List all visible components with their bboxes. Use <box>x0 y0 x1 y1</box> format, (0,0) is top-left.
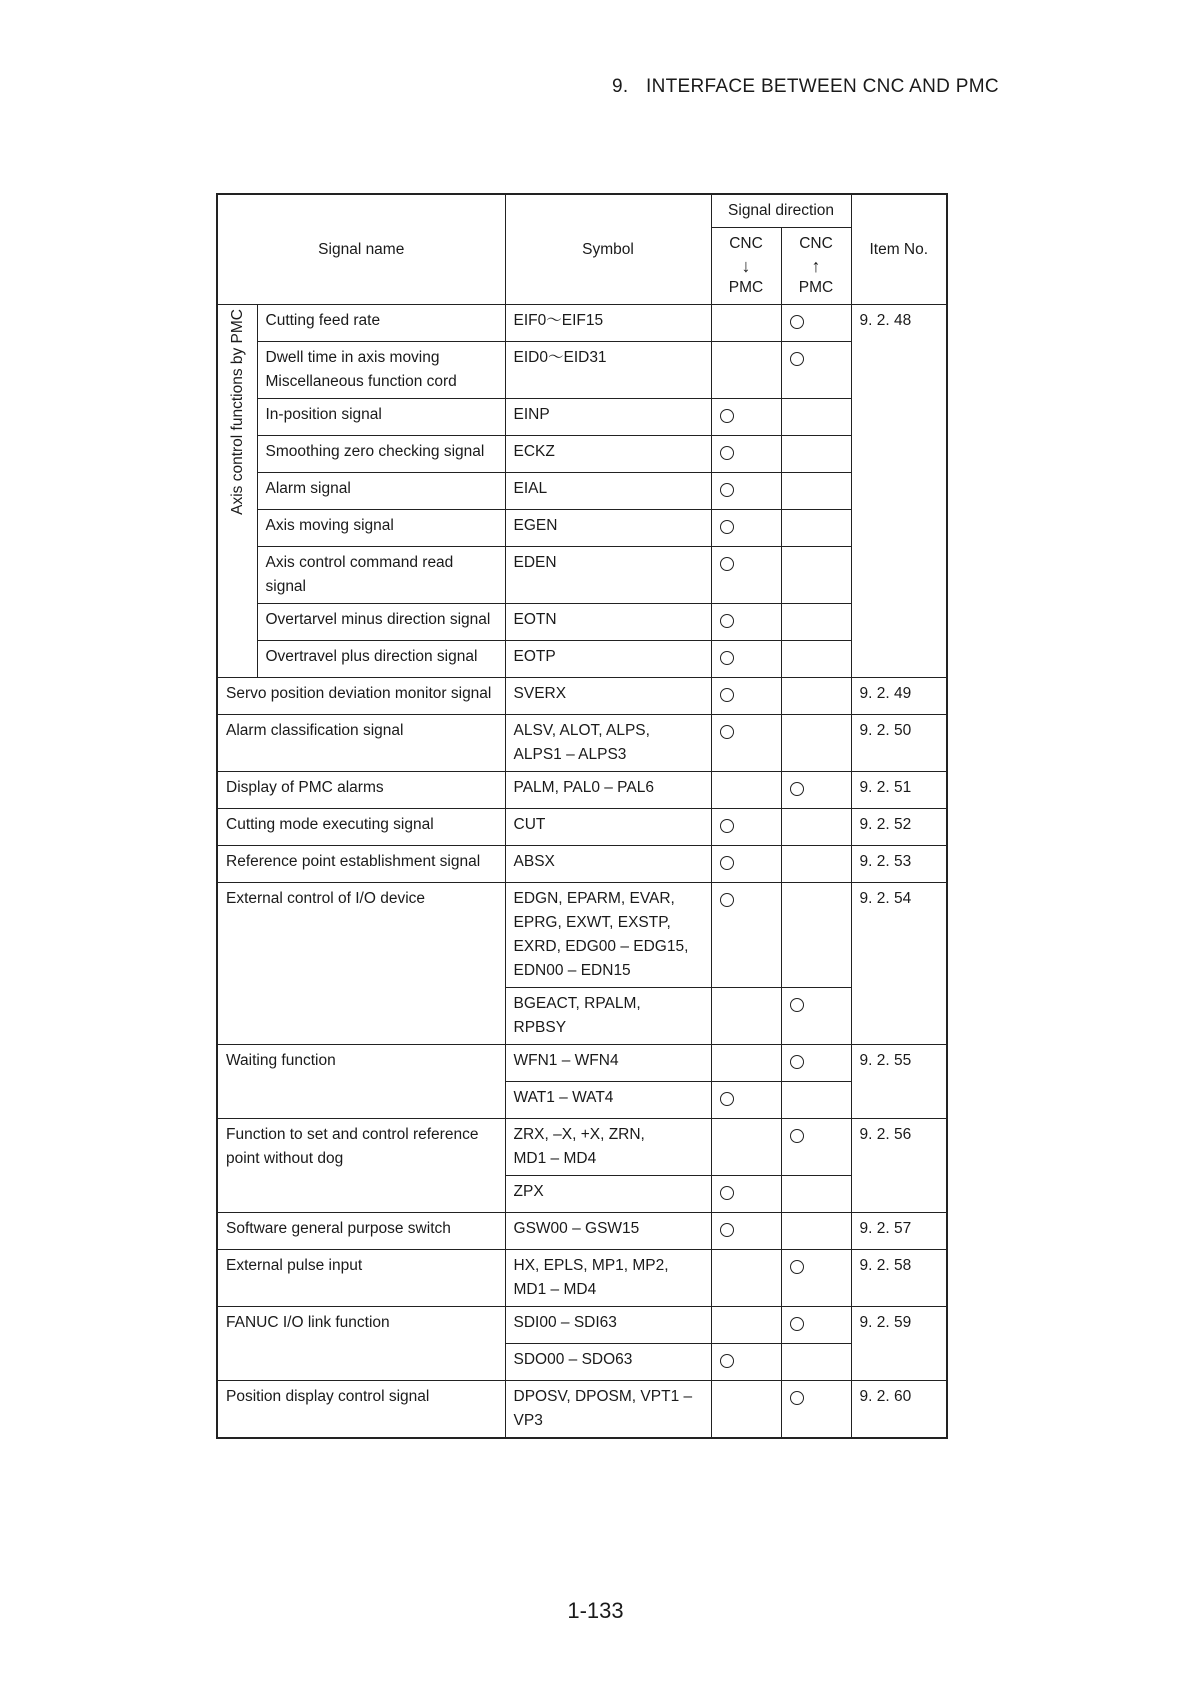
dir-bottom-label: PMC <box>728 279 764 296</box>
dir-bottom-label: PMC <box>798 279 834 296</box>
table-row <box>217 1213 947 1250</box>
pmc-to-cnc-cell <box>781 1045 851 1082</box>
pmc-to-cnc-cell <box>781 510 851 547</box>
cnc-to-pmc-cell <box>711 399 781 436</box>
pmc-to-cnc-cell <box>781 1176 851 1213</box>
signal-name: Reference point establishment signal <box>217 846 505 883</box>
table-row <box>217 1307 947 1344</box>
table-row <box>217 547 947 604</box>
table-row <box>217 772 947 809</box>
pmc-to-cnc-cell <box>781 883 851 988</box>
circle-mark-icon <box>720 1223 734 1237</box>
circle-mark-icon <box>720 819 734 833</box>
table-row <box>217 641 947 678</box>
cnc-to-pmc-cell <box>711 641 781 678</box>
table-row <box>217 809 947 846</box>
item-number: 9. 2. 56 <box>851 1119 947 1213</box>
circle-mark-icon <box>720 483 734 497</box>
item-number: 9. 2. 48 <box>851 305 947 678</box>
pmc-to-cnc-cell <box>781 678 851 715</box>
signal-symbol: GSW00 – GSW15 <box>505 1213 711 1250</box>
cnc-to-pmc-cell <box>711 1176 781 1213</box>
circle-mark-icon <box>720 688 734 702</box>
circle-mark-icon <box>790 1260 804 1274</box>
circle-mark-icon <box>790 1391 804 1405</box>
pmc-to-cnc-cell <box>781 473 851 510</box>
item-number: 9. 2. 54 <box>851 883 947 1045</box>
circle-mark-icon <box>720 725 734 739</box>
pmc-to-cnc-cell <box>781 641 851 678</box>
cnc-to-pmc-cell <box>711 473 781 510</box>
circle-mark-icon <box>790 1317 804 1331</box>
header-signal-direction: Signal direction <box>711 194 851 228</box>
signal-symbol: ECKZ <box>505 436 711 473</box>
circle-mark-icon <box>720 856 734 870</box>
signal-symbol: ZRX, –X, +X, ZRN, MD1 – MD4 <box>505 1119 711 1176</box>
cnc-to-pmc-cell <box>711 715 781 772</box>
signal-symbol: CUT <box>505 809 711 846</box>
cnc-to-pmc-cell <box>711 809 781 846</box>
table-row <box>217 846 947 883</box>
table-row <box>217 305 947 342</box>
signal-symbol: BGEACT, RPALM, RPBSY <box>505 988 711 1045</box>
circle-mark-icon <box>720 520 734 534</box>
circle-mark-icon <box>790 782 804 796</box>
table-row <box>217 342 947 399</box>
table-row <box>217 715 947 772</box>
cnc-to-pmc-cell <box>711 1045 781 1082</box>
group-label: Axis control functions by PMC <box>229 309 246 515</box>
signal-symbol: EID0～EID31 <box>505 342 711 399</box>
cnc-to-pmc-cell <box>711 547 781 604</box>
signal-name: Alarm classification signal <box>217 715 505 772</box>
item-number: 9. 2. 53 <box>851 846 947 883</box>
signal-table <box>216 193 948 1439</box>
pmc-to-cnc-cell <box>781 305 851 342</box>
circle-mark-icon <box>720 557 734 571</box>
item-number: 9. 2. 57 <box>851 1213 947 1250</box>
cnc-to-pmc-cell <box>711 883 781 988</box>
signal-name: Display of PMC alarms <box>217 772 505 809</box>
signal-symbol: EIAL <box>505 473 711 510</box>
circle-mark-icon <box>790 1129 804 1143</box>
signal-name: Axis control command read signal <box>257 547 505 604</box>
signal-symbol: EINP <box>505 399 711 436</box>
signal-symbol: ZPX <box>505 1176 711 1213</box>
cnc-to-pmc-cell <box>711 772 781 809</box>
table-row <box>217 1045 947 1082</box>
cnc-to-pmc-cell <box>711 678 781 715</box>
signal-name: Overtravel plus direction signal <box>257 641 505 678</box>
item-number: 9. 2. 59 <box>851 1307 947 1381</box>
pmc-to-cnc-cell <box>781 342 851 399</box>
cnc-to-pmc-cell <box>711 1082 781 1119</box>
signal-name: External control of I/O device <box>217 883 505 1045</box>
section-number: 9. <box>612 76 629 97</box>
arrow-down-icon: ↓ <box>741 256 751 276</box>
signal-symbol: EOTN <box>505 604 711 641</box>
signal-symbol: EGEN <box>505 510 711 547</box>
signal-name: Software general purpose switch <box>217 1213 505 1250</box>
circle-mark-icon <box>720 1354 734 1368</box>
signal-name: Alarm signal <box>257 473 505 510</box>
item-number: 9. 2. 55 <box>851 1045 947 1119</box>
pmc-to-cnc-cell <box>781 715 851 772</box>
table-row <box>217 883 947 988</box>
cnc-to-pmc-cell <box>711 1250 781 1307</box>
group-label-cell <box>217 305 257 678</box>
signal-name: Smoothing zero checking signal <box>257 436 505 473</box>
pmc-to-cnc-cell <box>781 1213 851 1250</box>
pmc-to-cnc-cell <box>781 1381 851 1439</box>
table-row <box>217 1250 947 1307</box>
table-row <box>217 604 947 641</box>
signal-symbol: EOTP <box>505 641 711 678</box>
signal-symbol: EIF0～EIF15 <box>505 305 711 342</box>
signal-name: Dwell time in axis moving Miscellaneous function cord <box>257 342 505 399</box>
pmc-to-cnc-cell <box>781 604 851 641</box>
signal-name: Overtarvel minus direction signal <box>257 604 505 641</box>
circle-mark-icon <box>720 614 734 628</box>
pmc-to-cnc-cell <box>781 1250 851 1307</box>
item-number: 9. 2. 60 <box>851 1381 947 1439</box>
cnc-to-pmc-cell <box>711 846 781 883</box>
signal-name: Function to set and control reference point without dog <box>217 1119 505 1213</box>
signal-symbol: HX, EPLS, MP1, MP2, MD1 – MD4 <box>505 1250 711 1307</box>
pmc-to-cnc-cell <box>781 1119 851 1176</box>
signal-symbol: SVERX <box>505 678 711 715</box>
header-item-no: Item No. <box>851 194 947 305</box>
arrow-up-icon: ↑ <box>811 256 821 276</box>
dir-top-label: CNC <box>729 235 763 252</box>
page-number: 1-133 <box>567 1598 624 1623</box>
item-number: 9. 2. 52 <box>851 809 947 846</box>
signal-symbol: EDEN <box>505 547 711 604</box>
item-number: 9. 2. 51 <box>851 772 947 809</box>
pmc-to-cnc-cell <box>781 547 851 604</box>
signal-symbol: ALSV, ALOT, ALPS, ALPS1 – ALPS3 <box>505 715 711 772</box>
circle-mark-icon <box>720 893 734 907</box>
signal-symbol: ABSX <box>505 846 711 883</box>
item-number: 9. 2. 58 <box>851 1250 947 1307</box>
table-row <box>217 399 947 436</box>
circle-mark-icon <box>720 651 734 665</box>
header-cnc-to-pmc <box>711 228 781 305</box>
pmc-to-cnc-cell <box>781 1307 851 1344</box>
circle-mark-icon <box>720 1092 734 1106</box>
signal-name: Waiting function <box>217 1045 505 1119</box>
cnc-to-pmc-cell <box>711 342 781 399</box>
table-row <box>217 678 947 715</box>
signal-name: Position display control signal <box>217 1381 505 1439</box>
signal-name: Servo position deviation monitor signal <box>217 678 505 715</box>
header-pmc-to-cnc <box>781 228 851 305</box>
circle-mark-icon <box>720 409 734 423</box>
circle-mark-icon <box>720 446 734 460</box>
pmc-to-cnc-cell <box>781 772 851 809</box>
cnc-to-pmc-cell <box>711 1381 781 1439</box>
cnc-to-pmc-cell <box>711 510 781 547</box>
signal-name: External pulse input <box>217 1250 505 1307</box>
circle-mark-icon <box>790 315 804 329</box>
table-row <box>217 473 947 510</box>
table-row <box>217 1119 947 1176</box>
pmc-to-cnc-cell <box>781 399 851 436</box>
signal-symbol: PALM, PAL0 – PAL6 <box>505 772 711 809</box>
cnc-to-pmc-cell <box>711 1213 781 1250</box>
signal-symbol: WFN1 – WFN4 <box>505 1045 711 1082</box>
signal-symbol: SDO00 – SDO63 <box>505 1344 711 1381</box>
signal-symbol: DPOSV, DPOSM, VPT1 – VP3 <box>505 1381 711 1439</box>
cnc-to-pmc-cell <box>711 305 781 342</box>
signal-symbol: SDI00 – SDI63 <box>505 1307 711 1344</box>
item-number: 9. 2. 50 <box>851 715 947 772</box>
cnc-to-pmc-cell <box>711 1344 781 1381</box>
signal-symbol: EDGN, EPARM, EVAR, EPRG, EXWT, EXSTP, EXRD, EDG00 – EDG15, EDN00 – EDN15 <box>505 883 711 988</box>
cnc-to-pmc-cell <box>711 604 781 641</box>
table-row <box>217 510 947 547</box>
circle-mark-icon <box>720 1186 734 1200</box>
circle-mark-icon <box>790 1055 804 1069</box>
pmc-to-cnc-cell <box>781 809 851 846</box>
pmc-to-cnc-cell <box>781 1344 851 1381</box>
cnc-to-pmc-cell <box>711 436 781 473</box>
pmc-to-cnc-cell <box>781 846 851 883</box>
header-signal-name: Signal name <box>217 194 505 305</box>
signal-name: Cutting feed rate <box>257 305 505 342</box>
pmc-to-cnc-cell <box>781 988 851 1045</box>
signal-name: Cutting mode executing signal <box>217 809 505 846</box>
circle-mark-icon <box>790 998 804 1012</box>
cnc-to-pmc-cell <box>711 1119 781 1176</box>
header-symbol: Symbol <box>505 194 711 305</box>
cnc-to-pmc-cell <box>711 988 781 1045</box>
signal-symbol: WAT1 – WAT4 <box>505 1082 711 1119</box>
circle-mark-icon <box>790 352 804 366</box>
signal-name: Axis moving signal <box>257 510 505 547</box>
cnc-to-pmc-cell <box>711 1307 781 1344</box>
item-number: 9. 2. 49 <box>851 678 947 715</box>
pmc-to-cnc-cell <box>781 1082 851 1119</box>
page-header <box>612 76 999 98</box>
section-title: INTERFACE BETWEEN CNC AND PMC <box>646 76 999 97</box>
pmc-to-cnc-cell <box>781 436 851 473</box>
table-row <box>217 436 947 473</box>
dir-top-label: CNC <box>799 235 833 252</box>
table-row <box>217 1381 947 1439</box>
signal-name: In-position signal <box>257 399 505 436</box>
signal-name: FANUC I/O link function <box>217 1307 505 1381</box>
